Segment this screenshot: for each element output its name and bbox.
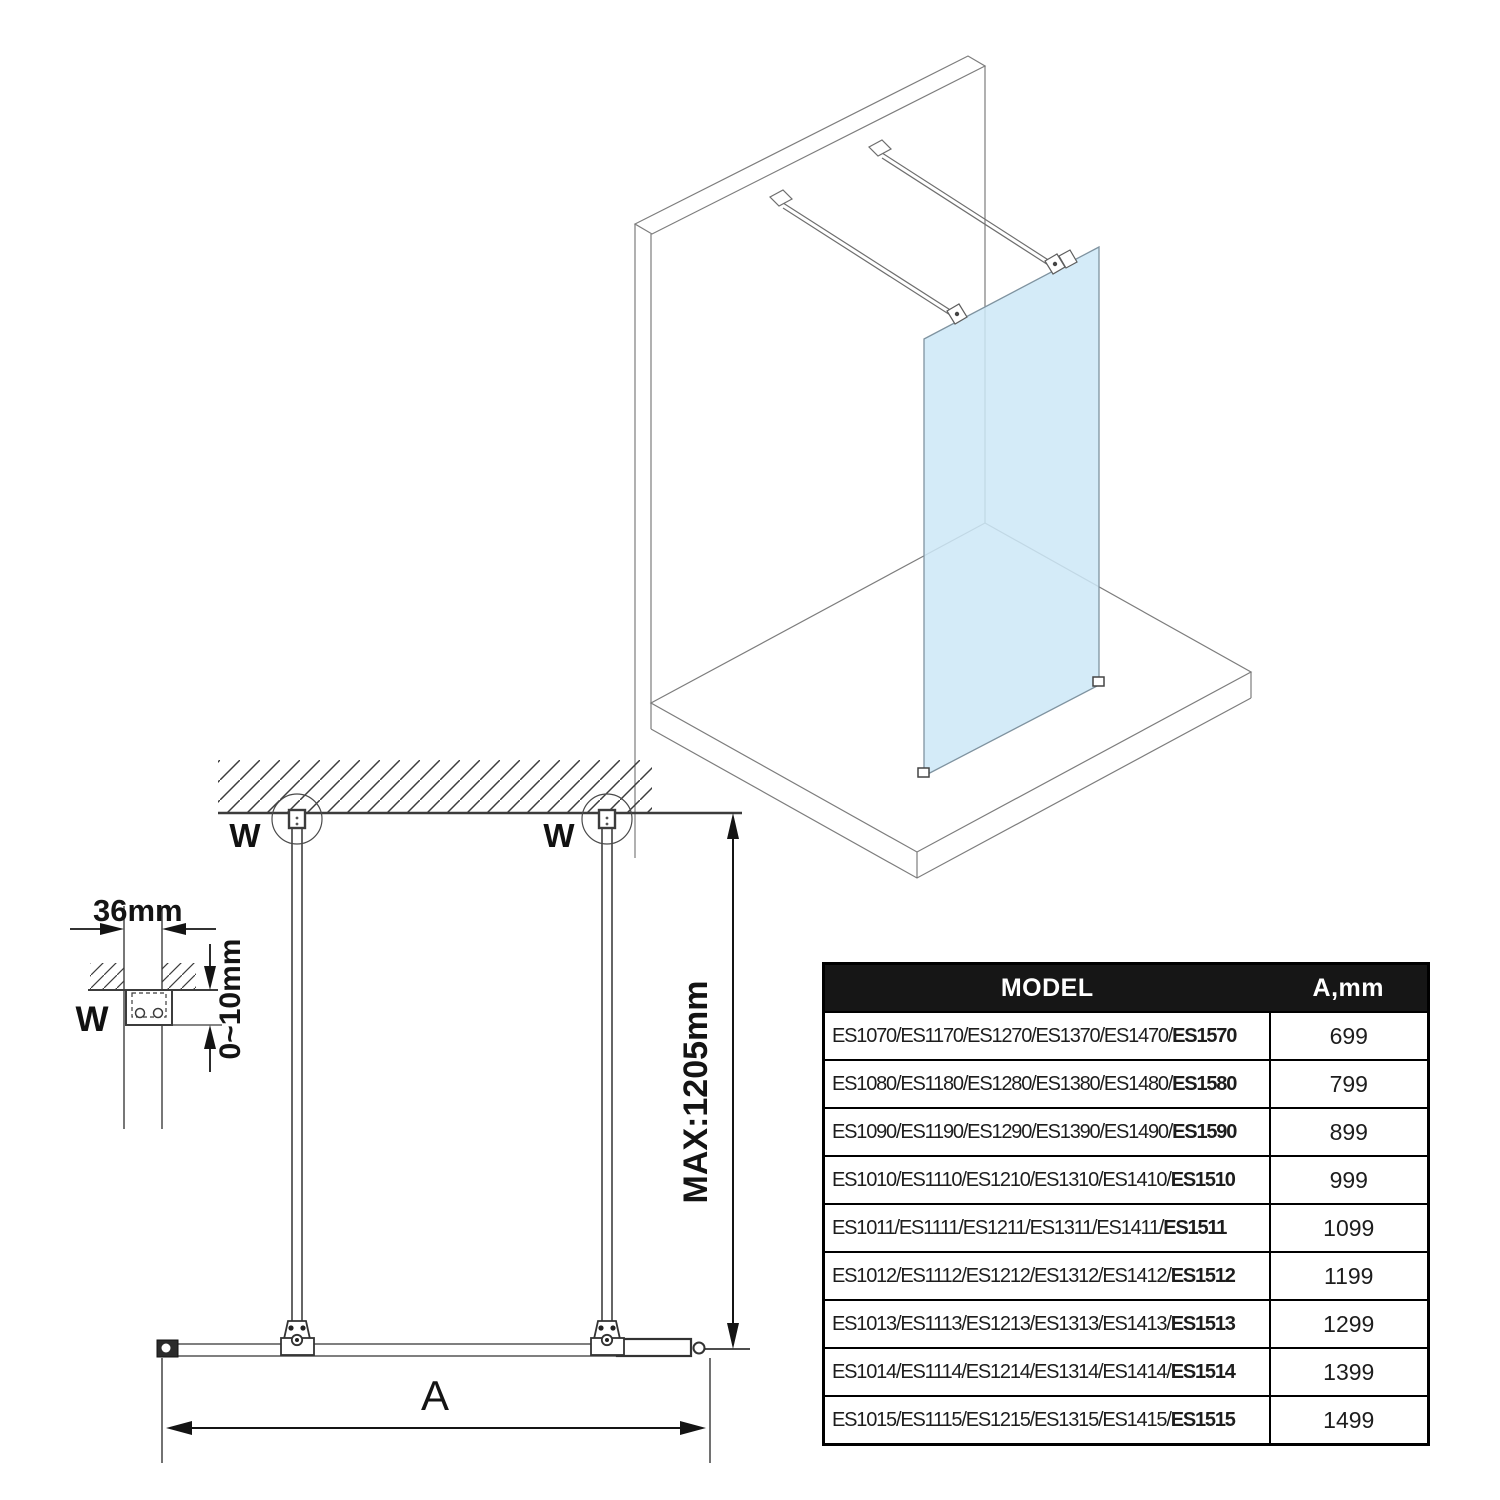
a-mm-cell: 1199 — [1270, 1252, 1429, 1300]
table-row — [824, 1348, 1429, 1396]
a-mm-cell: 999 — [1270, 1156, 1429, 1204]
model-cell: ES1012/ES1112/ES1212/ES1312/ES1412/ES1512 — [824, 1252, 1270, 1300]
column-header-model: MODEL — [824, 964, 1270, 1013]
end-cap-right — [694, 1343, 705, 1354]
model-table — [822, 962, 1430, 1446]
detail-width-dimension-label: 36mm — [93, 893, 183, 928]
model-cell: ES1010/ES1110/ES1210/ES1310/ES1410/ES1510 — [824, 1156, 1270, 1204]
support-bar-rear — [869, 140, 1056, 270]
support-bar-left — [272, 794, 322, 1323]
a-mm-cell: 1299 — [1270, 1300, 1429, 1348]
detail-wall-hatch — [90, 963, 124, 990]
table-row — [824, 1204, 1429, 1252]
isometric-view — [635, 56, 1251, 878]
model-cell: ES1070/ES1170/ES1270/ES1370/ES1470/ES1570 — [824, 1012, 1270, 1060]
model-cell: ES1013/ES1113/ES1213/ES1313/ES1413/ES1513 — [824, 1300, 1270, 1348]
table-row — [824, 1396, 1429, 1445]
a-mm-cell: 1499 — [1270, 1396, 1429, 1445]
detail-wall-label: W — [75, 1000, 109, 1039]
support-bar-front — [770, 190, 958, 320]
table-row — [824, 1060, 1429, 1108]
bar-clamp-right — [591, 1321, 624, 1355]
adjust-rod — [617, 1339, 691, 1356]
model-cell: ES1080/ES1180/ES1280/ES1380/ES1480/ES1580 — [824, 1060, 1270, 1108]
table-row — [824, 1252, 1429, 1300]
max-height-dimension-label: MAX:1205mm — [677, 980, 715, 1204]
wall-anchor-label-left: W — [229, 817, 261, 854]
column-header-a-mm: A,mm — [1270, 964, 1429, 1013]
table-row — [824, 1012, 1429, 1060]
model-cell: ES1015/ES1115/ES1215/ES1315/ES1415/ES1515 — [824, 1396, 1270, 1445]
model-cell: ES1014/ES1114/ES1214/ES1314/ES1414/ES1514 — [824, 1348, 1270, 1396]
support-bar-right — [582, 794, 632, 1323]
table-row — [824, 1108, 1429, 1156]
a-mm-cell: 799 — [1270, 1060, 1429, 1108]
detail-gap-dimension-label: 0~10mm — [214, 938, 247, 1060]
plan-view — [157, 760, 750, 1463]
detail-bracket — [126, 990, 172, 1025]
wall-anchor-label-right: W — [543, 817, 575, 854]
a-mm-cell: 1399 — [1270, 1348, 1429, 1396]
table-row — [824, 1156, 1429, 1204]
detail-wall-hatch — [162, 963, 196, 990]
wall-top-edge — [635, 56, 985, 234]
table-header-row — [824, 964, 1429, 1013]
bar-clamp-left — [281, 1321, 314, 1355]
table-row — [824, 1300, 1429, 1348]
model-cell: ES1090/ES1190/ES1290/ES1390/ES1490/ES1590 — [824, 1108, 1270, 1156]
model-cell: ES1011/ES1111/ES1211/ES1311/ES1411/ES1511 — [824, 1204, 1270, 1252]
a-mm-cell: 1099 — [1270, 1204, 1429, 1252]
a-mm-cell: 699 — [1270, 1012, 1429, 1060]
detail-view — [70, 893, 247, 1129]
width-dimension-label: A — [420, 1372, 450, 1419]
glass-panel — [924, 247, 1099, 776]
a-mm-cell: 899 — [1270, 1108, 1429, 1156]
